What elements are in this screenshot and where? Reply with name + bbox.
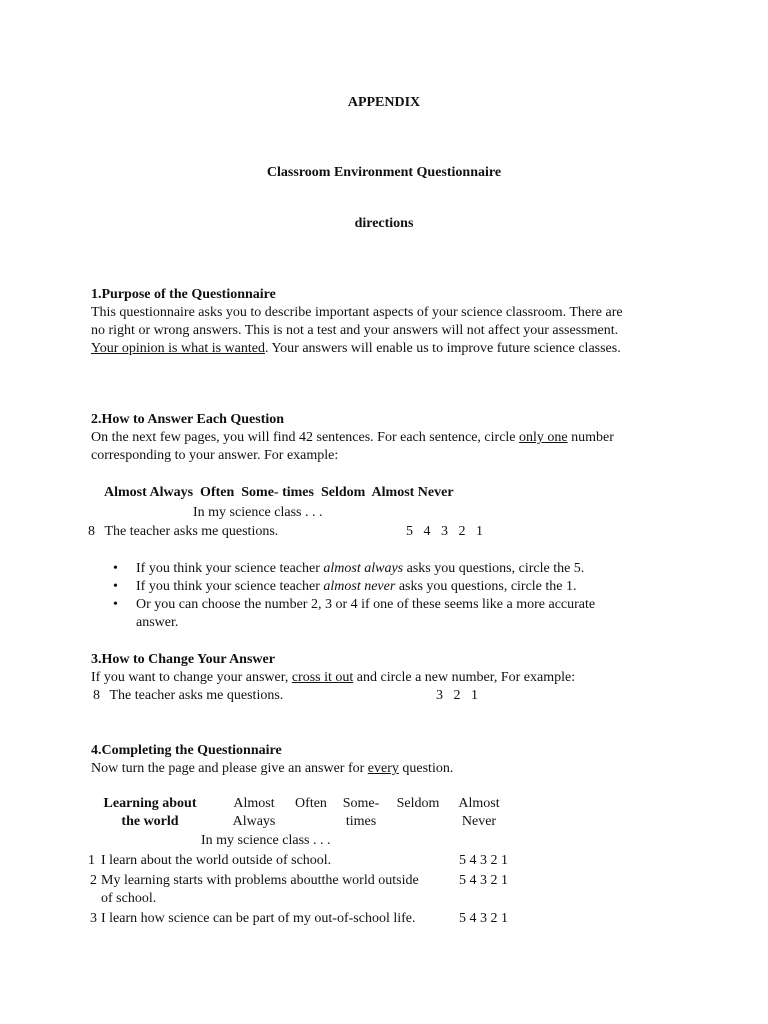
bullet-1-b: asks you questions, circle the 5. <box>403 561 585 576</box>
purpose-line-1: This questionnaire asks you to describe important aspects of your science classroom. There are <box>91 305 623 320</box>
section-heading-completing: 4.Completing the Questionnaire <box>91 743 282 758</box>
bullet-2-italic: almost never <box>323 579 396 594</box>
only-one-underlined: only one <box>519 430 568 445</box>
bullet-item: • If you think your science teacher almost never asks you questions, circle the 1. <box>113 579 577 594</box>
item-scale: 5 4 3 2 1 <box>459 853 508 868</box>
col-almost-always <box>226 795 282 831</box>
questionnaire-title: Classroom Environment Questionnaire <box>266 165 502 180</box>
item-number: 1 <box>88 853 95 868</box>
change-example-text: The teacher asks me questions. <box>109 688 284 703</box>
col-sometimes-1: Some- <box>342 796 380 811</box>
page-title: APPENDIX <box>347 95 421 110</box>
answer-line-1-b: number <box>567 430 614 445</box>
section-heading-change: 3.How to Change Your Answer <box>91 652 275 667</box>
table-intro: In my science class . . . <box>201 833 331 848</box>
item-scale: 5 4 3 2 1 <box>459 911 508 926</box>
directions-heading: directions <box>354 216 414 231</box>
instruction-bullets <box>113 560 673 632</box>
item-scale: 5 4 3 2 1 <box>459 873 508 888</box>
change-example-scale: 3 2 1 <box>436 688 478 703</box>
bullet-item: • If you think your science teacher almost always asks you questions, circle the 5. <box>113 561 585 576</box>
col-almost-never <box>452 795 506 831</box>
col-almost-always-2: Always <box>232 814 276 829</box>
scale-title-line-2: the world <box>121 814 179 829</box>
scale-header: Almost Always Often Some- times Seldom Almost Never <box>104 485 454 500</box>
completing-line-1-a: Now turn the page and please give an answer for <box>91 761 368 776</box>
answer-line-2: corresponding to your answer. For example: <box>91 448 339 463</box>
section-completing <box>91 742 691 778</box>
change-line-1-a: If you want to change your answer, <box>91 670 292 685</box>
purpose-line-2: no right or wrong answers. This is not a test and your answers will not affect your assessment. <box>91 323 619 338</box>
opinion-underlined: Your opinion is what is wanted <box>91 341 265 356</box>
item-number: 2 <box>90 873 97 888</box>
example-scale: 5 4 3 2 1 <box>406 524 483 539</box>
bullet-item: • Or you can choose the number 2, 3 or 4 if one of these seems like a more accurate answer. <box>113 597 596 630</box>
bullet-3: Or you can choose the number 2, 3 or 4 if one of these seems like a more accurate answer. <box>136 597 596 630</box>
section-purpose <box>91 286 691 358</box>
every-underlined: every <box>367 761 399 776</box>
section-how-to-answer <box>91 411 691 465</box>
cross-it-out-underlined: cross it out <box>291 670 354 685</box>
col-often: Often <box>295 796 327 811</box>
item-text: I learn about the world outside of school. <box>101 853 332 868</box>
bullet-1-a: If you think your science teacher <box>136 561 324 576</box>
bullet-1-italic: almost always <box>323 561 404 576</box>
col-sometimes <box>336 795 386 831</box>
answer-line-1 <box>91 429 691 447</box>
answer-line-1-a: On the next few pages, you will find 42 sentences. For each sentence, circle <box>91 430 520 445</box>
section-heading-answer: 2.How to Answer Each Question <box>91 412 285 427</box>
purpose-line-3 <box>91 340 691 358</box>
item-text: My learning starts with problems aboutthe world outside <box>101 873 419 888</box>
section-heading-purpose: 1.Purpose of the Questionnaire <box>91 287 276 302</box>
section-change-answer <box>91 651 691 687</box>
change-line-1 <box>91 669 691 687</box>
change-example-row <box>93 687 283 705</box>
example-row <box>88 523 278 541</box>
col-almost-always-1: Almost <box>233 796 275 811</box>
completing-line-1 <box>91 760 691 778</box>
scale-title-line-1: Learning about <box>103 796 197 811</box>
item-text: I learn how science can be part of my out-of-school life. <box>101 911 416 926</box>
col-seldom: Seldom <box>396 796 440 811</box>
example-text: The teacher asks me questions. <box>104 524 279 539</box>
completing-line-1-b: question. <box>398 761 454 776</box>
bullet-2-a: If you think your science teacher <box>136 579 324 594</box>
item-number: 3 <box>90 911 97 926</box>
change-line-1-b: and circle a new number, For example: <box>353 670 576 685</box>
col-sometimes-2: times <box>345 814 377 829</box>
col-almost-never-1: Almost <box>458 796 500 811</box>
item-text-continued: of school. <box>101 891 157 906</box>
bullet-2-b: asks you questions, circle the 1. <box>395 579 577 594</box>
purpose-line-3-rest: . Your answers will enable us to improve future science classes. <box>264 341 621 356</box>
scale-title <box>90 795 210 831</box>
change-example-number: 8 <box>93 688 100 703</box>
col-almost-never-2: Never <box>461 814 497 829</box>
example-number: 8 <box>88 524 95 539</box>
example-intro: In my science class . . . <box>193 505 323 520</box>
